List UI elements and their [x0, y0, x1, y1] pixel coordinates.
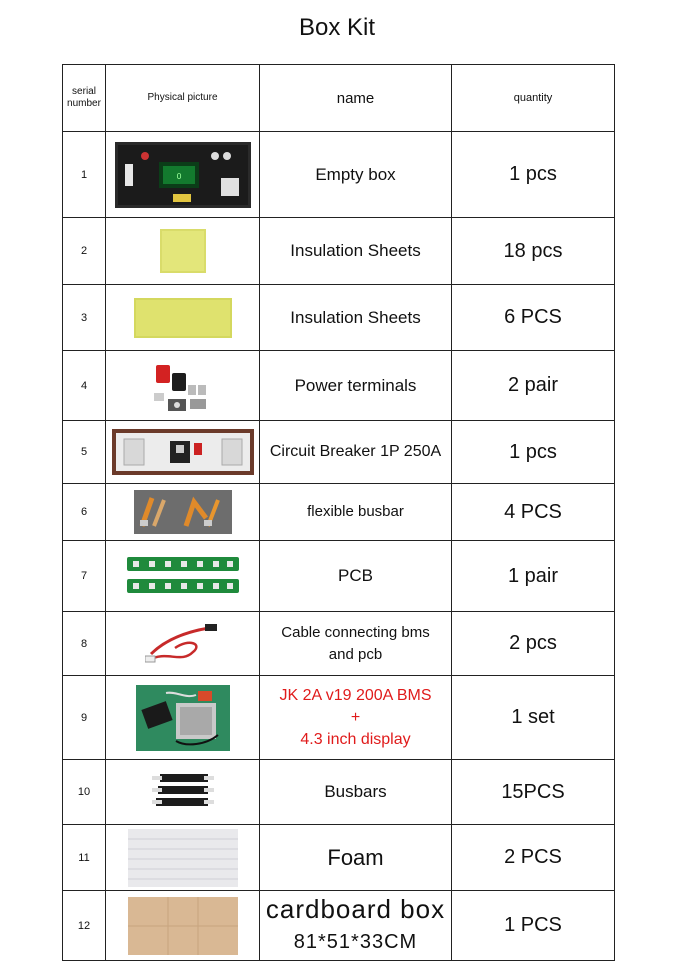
quantity-cell: 15PCS [452, 760, 615, 825]
serial-cell: 12 [63, 891, 106, 961]
quantity-cell: 2 pcs [452, 612, 615, 676]
table-row [63, 421, 615, 484]
battery-box-icon [115, 142, 251, 208]
name-cell [260, 676, 452, 760]
foam-icon [128, 829, 238, 887]
serial-cell: 5 [63, 421, 106, 484]
quantity-cell: 1 pcs [452, 421, 615, 484]
serial-cell: 9 [63, 676, 106, 760]
header-quantity: quantity [452, 65, 615, 132]
serial-cell: 10 [63, 760, 106, 825]
name-cell: Insulation Sheets [260, 285, 452, 351]
quantity-cell: 1 PCS [452, 891, 615, 961]
picture-cell [106, 351, 260, 421]
table-row [63, 218, 615, 285]
name-cell: PCB [260, 541, 452, 612]
table-row [63, 612, 615, 676]
serial-cell: 11 [63, 825, 106, 891]
serial-cell: 6 [63, 484, 106, 541]
svg-text:0: 0 [175, 171, 182, 181]
name-cell: Insulation Sheets [260, 218, 452, 285]
quantity-cell: 18 pcs [452, 218, 615, 285]
cardboard-box-icon [128, 897, 238, 955]
table-row [63, 285, 615, 351]
picture-cell [106, 484, 260, 541]
table-row [63, 676, 615, 760]
picture-cell [106, 825, 260, 891]
name-line1: JK 2A v19 200A BMS [279, 686, 432, 704]
header-serial [63, 65, 106, 132]
bms-kit-icon [136, 685, 230, 751]
picture-cell [106, 676, 260, 760]
pcb-icon [127, 555, 239, 597]
quantity-cell: 2 PCS [452, 825, 615, 891]
name-cell: Foam [260, 825, 452, 891]
table-header-row [63, 65, 615, 132]
name-line3: 4.3 inch display [300, 730, 411, 748]
cable-icon [145, 620, 221, 668]
name-cell: Busbars [260, 760, 452, 825]
flexible-busbar-icon [134, 490, 232, 534]
serial-cell: 7 [63, 541, 106, 612]
picture-cell [106, 132, 260, 218]
kit-table [62, 64, 615, 961]
header-picture: Physical picture [106, 65, 260, 132]
name-cell: Circuit Breaker 1P 250A [260, 421, 452, 484]
header-serial-line2: number [67, 98, 101, 109]
table-row [63, 351, 615, 421]
quantity-cell: 1 pair [452, 541, 615, 612]
name-line1: Cable connecting bms [281, 623, 430, 641]
quantity-cell: 1 set [452, 676, 615, 760]
name-cell: Power terminals [260, 351, 452, 421]
quantity-cell: 4 PCS [452, 484, 615, 541]
busbar-icon [152, 770, 214, 814]
table-row [63, 132, 615, 218]
name-cell: Empty box [260, 132, 452, 218]
picture-cell [106, 612, 260, 676]
name-line1: cardboard box [265, 894, 446, 924]
picture-cell [106, 891, 260, 961]
header-serial-line1: serial [72, 86, 96, 97]
circuit-breaker-icon [112, 429, 254, 475]
header-name: name [260, 65, 452, 132]
table-row [63, 891, 615, 961]
picture-cell [106, 218, 260, 285]
serial-cell: 1 [63, 132, 106, 218]
table-row [63, 825, 615, 891]
table-row [63, 484, 615, 541]
table-row [63, 541, 615, 612]
name-line2: + [350, 708, 361, 726]
name-cell: flexible busbar [260, 484, 452, 541]
picture-cell [106, 421, 260, 484]
power-terminal-icon [150, 359, 216, 413]
serial-cell: 3 [63, 285, 106, 351]
name-line2: 81*51*33CM [293, 931, 418, 953]
name-cell [260, 612, 452, 676]
insulation-sheet-icon [160, 229, 206, 273]
quantity-cell: 2 pair [452, 351, 615, 421]
quantity-cell: 6 PCS [452, 285, 615, 351]
picture-cell [106, 541, 260, 612]
picture-cell [106, 760, 260, 825]
serial-cell: 4 [63, 351, 106, 421]
quantity-cell: 1 pcs [452, 132, 615, 218]
picture-cell [106, 285, 260, 351]
name-line2: and pcb [328, 645, 383, 663]
page-title: Box Kit [298, 14, 376, 41]
serial-cell: 8 [63, 612, 106, 676]
table-row [63, 760, 615, 825]
name-cell [260, 891, 452, 961]
serial-cell: 2 [63, 218, 106, 285]
insulation-sheet-wide-icon [134, 298, 232, 338]
